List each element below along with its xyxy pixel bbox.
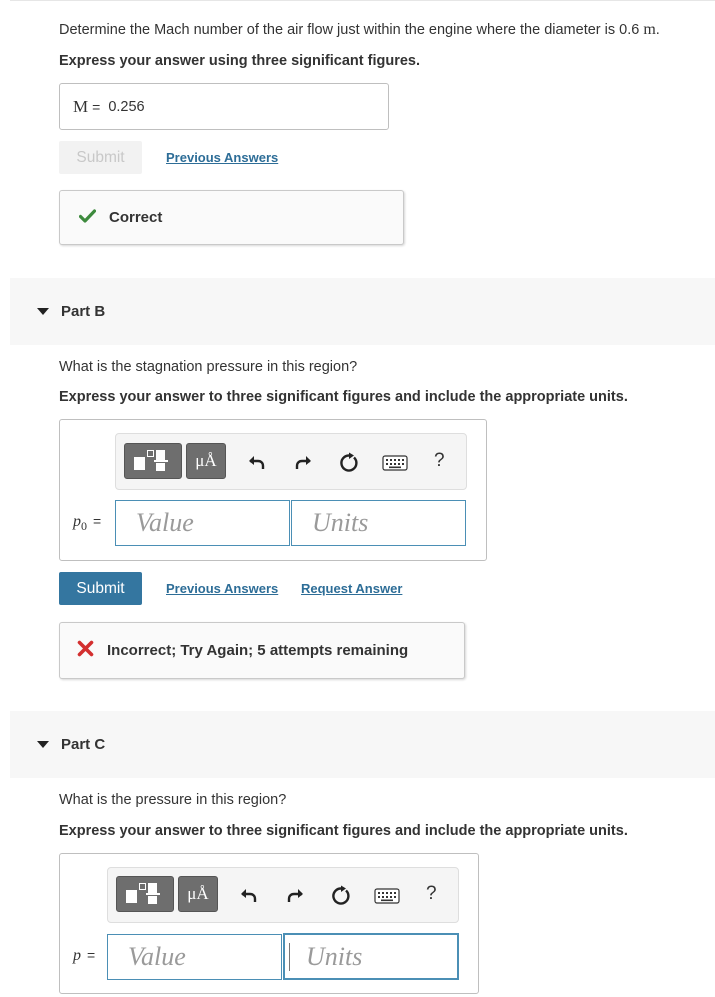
undo-icon[interactable] xyxy=(238,884,260,906)
part-c-title: Part C xyxy=(61,736,106,753)
answer-variable: M xyxy=(73,96,89,116)
part-b-previous-answers-link[interactable]: Previous Answers xyxy=(166,581,279,596)
units-icon[interactable]: μÅ xyxy=(186,443,226,479)
text-cursor xyxy=(289,943,290,971)
reset-icon[interactable] xyxy=(337,451,361,475)
templates-icon[interactable] xyxy=(116,876,174,912)
part-c-variable: p = xyxy=(73,947,96,964)
part-b-title: Part B xyxy=(61,303,106,320)
part-c-prompt: What is the pressure in this region? xyxy=(59,792,287,808)
part-c-header[interactable] xyxy=(10,711,715,778)
unit-m: m xyxy=(643,21,656,38)
undo-icon[interactable] xyxy=(246,451,268,473)
part-a-submit-button[interactable]: Submit xyxy=(59,141,142,174)
part-b-units-input[interactable]: Units xyxy=(291,500,466,546)
part-b-answer-box xyxy=(59,419,487,561)
keyboard-icon[interactable] xyxy=(382,455,408,471)
help-icon[interactable]: ? xyxy=(426,883,437,904)
part-b-header[interactable] xyxy=(10,278,715,345)
part-a-answer-value[interactable]: 0.256 xyxy=(108,98,145,115)
templates-icon[interactable] xyxy=(124,443,182,479)
collapse-caret-icon[interactable] xyxy=(37,308,49,315)
part-a-instruction: Express your answer using three significant figures. xyxy=(59,53,420,69)
part-b-variable: $p_0$ = xyxy=(73,513,102,534)
units-icon[interactable]: μÅ xyxy=(178,876,218,912)
part-b-value-input[interactable]: Value xyxy=(115,500,290,546)
math-toolbar xyxy=(115,433,467,490)
part-b-instruction: Express your answer to three significant figures and include the appropriate units. xyxy=(59,389,628,405)
redo-icon[interactable] xyxy=(284,884,306,906)
part-b-prompt: What is the stagnation pressure in this region? xyxy=(59,359,358,375)
part-b-submit-button[interactable]: Submit xyxy=(59,572,142,605)
feedback-text: Incorrect; Try Again; 5 attempts remaining xyxy=(107,642,409,659)
part-a-prompt: Determine the Mach number of the air flow just within the engine where the diameter is 0.6 m. xyxy=(59,21,660,38)
units-placeholder: Units xyxy=(306,941,363,971)
reset-icon[interactable] xyxy=(329,884,353,908)
collapse-caret-icon[interactable] xyxy=(37,741,49,748)
part-b-request-answer-link[interactable]: Request Answer xyxy=(301,581,403,596)
help-icon[interactable]: ? xyxy=(434,450,445,471)
equals-sign: = xyxy=(92,98,101,115)
part-b-feedback xyxy=(59,622,465,679)
part-a-answer-box[interactable] xyxy=(59,83,389,130)
part-a-previous-answers-link[interactable]: Previous Answers xyxy=(166,150,279,165)
part-c-value-input[interactable]: Value xyxy=(107,934,282,980)
top-divider xyxy=(10,0,715,1)
feedback-text: Correct xyxy=(109,209,163,226)
part-c-units-input[interactable] xyxy=(283,933,459,980)
part-c-answer-box xyxy=(59,853,479,994)
math-toolbar xyxy=(107,867,459,923)
keyboard-icon[interactable] xyxy=(374,888,400,904)
incorrect-x-icon xyxy=(77,640,94,661)
redo-icon[interactable] xyxy=(292,451,314,473)
part-a-feedback xyxy=(59,190,404,245)
part-c-instruction: Express your answer to three significant figures and include the appropriate units. xyxy=(59,823,628,839)
check-icon xyxy=(79,209,96,227)
